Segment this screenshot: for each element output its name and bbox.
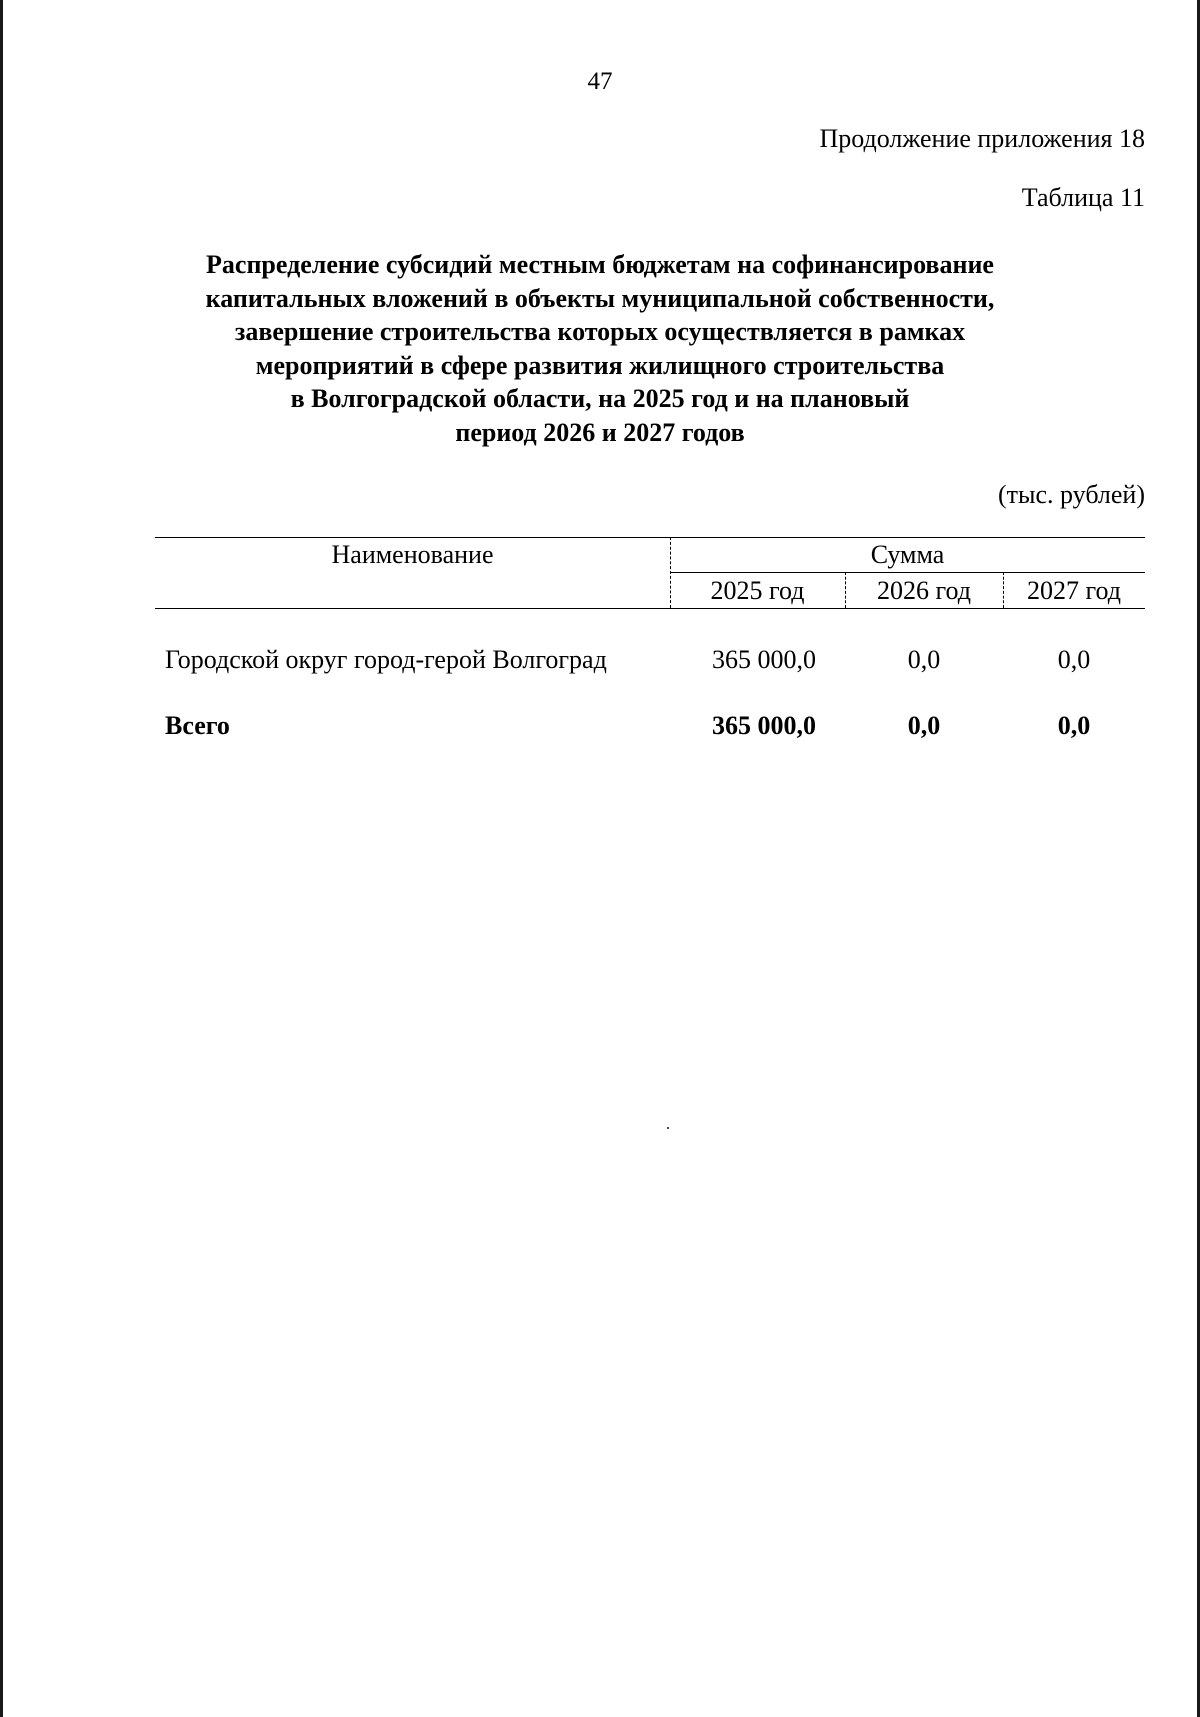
header-year-2025: 2025 год	[710, 576, 805, 605]
page-number: 47	[587, 68, 613, 95]
document-title	[0, 248, 1200, 449]
total-name: Всего	[165, 711, 230, 740]
table-top-rule	[155, 537, 1145, 538]
total-value-2025: 365 000,0	[712, 711, 816, 740]
title-line: капитальных вложений в объекты муниципальной собственности,	[205, 283, 995, 313]
row-name: Городской округ город-герой Волгоград	[165, 645, 607, 674]
table-header-bottom-rule	[155, 608, 1145, 609]
total-value-2027: 0,0	[1057, 711, 1091, 740]
header-sum: Сумма	[870, 540, 945, 569]
row-value-2025: 365 000,0	[712, 645, 816, 674]
title-line: мероприятий в сфере развития жилищного строительства	[255, 350, 945, 380]
scan-speck	[667, 1127, 669, 1129]
header-year-2026: 2026 год	[877, 576, 971, 605]
title-line: Распределение субсидий местным бюджетам на софинансирование	[206, 250, 994, 279]
units-label: (тыс. рублей)	[997, 480, 1145, 509]
header-year-2027: 2027 год	[1027, 576, 1121, 605]
row-value-2026: 0,0	[907, 645, 941, 674]
title-line: период 2026 и 2027 годов	[455, 417, 745, 447]
row-value-2027: 0,0	[1057, 645, 1091, 674]
title-line: завершение строительства которых осуществляется в рамках	[234, 317, 966, 346]
header-name: Наименование	[331, 540, 494, 569]
appendix-reference: Продолжение приложения 18	[819, 124, 1145, 153]
table-subheader-rule	[670, 572, 1145, 573]
table-label: Таблица 11	[1021, 183, 1145, 212]
title-line: в Волгоградской области, на 2025 год и на плановый	[290, 384, 910, 413]
total-value-2026: 0,0	[907, 711, 941, 740]
